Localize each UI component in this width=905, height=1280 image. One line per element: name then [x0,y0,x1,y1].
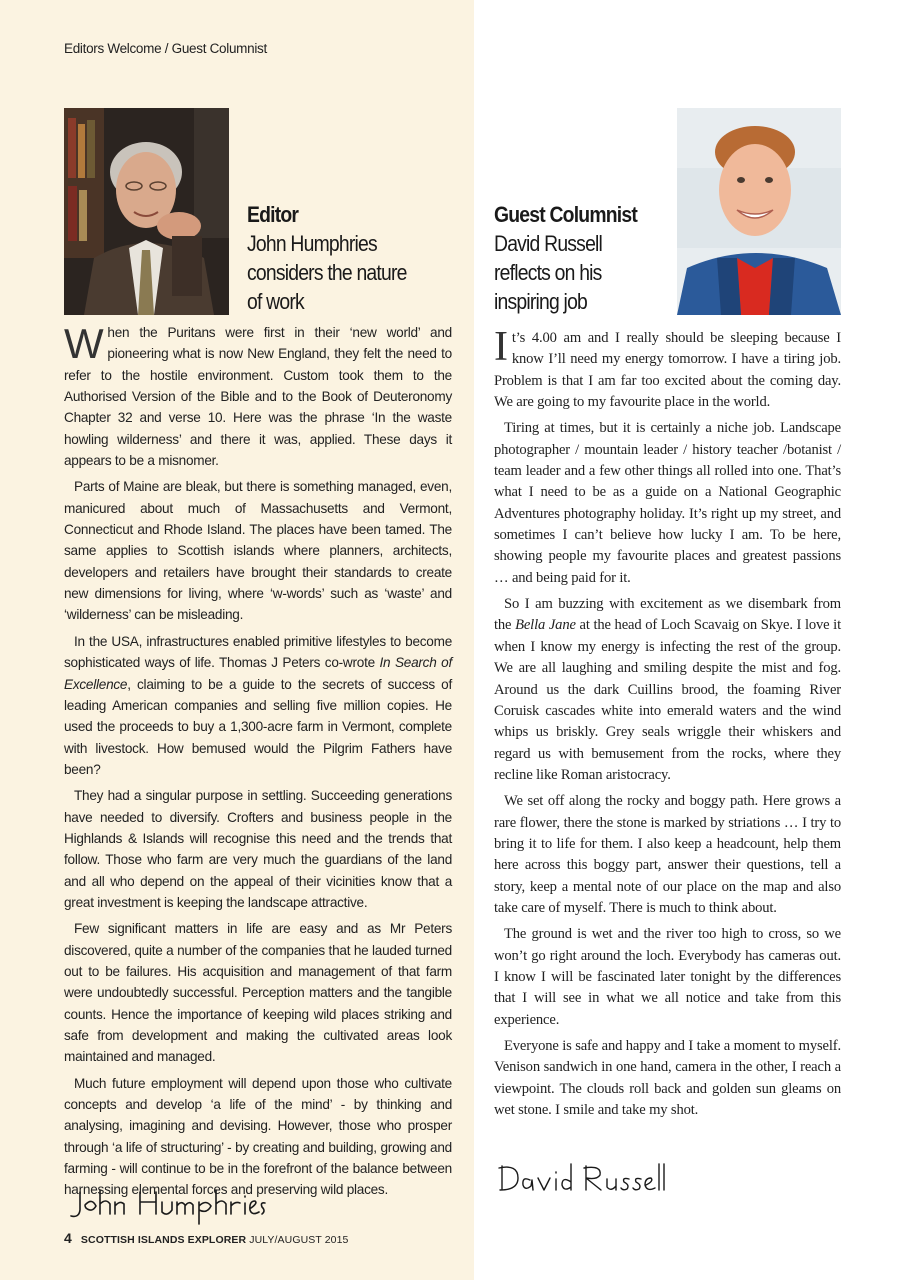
boat-name: Bella Jane [515,617,576,634]
guest-heading-line: David Russell [494,231,603,256]
guest-paragraph: It’s 4.00 am and I really should be sleeping because I know I’ll need my energy tomorrow. I have a tiring job. Problem is that I am far too excited about the coming day. We are going to my favourite place in the world. [494,324,841,411]
editor-paragraph: When the Puritans were first in their ‘new world’ and pioneering what is now New England, they felt the need to refer to the hostile environment. Custom took them to the Authorised Version of the Bible and to the Book of Deuteronomy Chapter 32 and verse 10. Here was the phrase ‘In the waste howling wilderness’ and there it was, applied. These days it appears to be a misnomer. [64,320,452,469]
guest-paragraph: Tiring at times, but it is certainly a niche job. Landscape photographer / mountain leader / history teacher /botanist / team leader and a few other things all rolled into one. That’s what I need to be as a guide on a National Geographic Adventures photography holiday. It’s right up my street, and sometimes I can’t believe how lucky I am. To be here, showing people my favourite places and greatest passions … and being paid for it. [494,420,841,586]
editor-paragraph: Parts of Maine are bleak, but there is something managed, even, manicured about much of Massachusetts and Vermont, Connecticut and Rhode Island. The places have been tamed. The same applies to Scottish islands where planners, architects, developers and retailers have brought their standards to create new dimensions for living, where ‘w-words’ such as ‘waste’ and ‘wilderness’ can be misleading. [64,479,452,623]
guest-dropcap: I [494,324,508,370]
editor-signature [66,1186,266,1226]
guest-heading-line: inspiring job [494,289,588,314]
magazine-name: SCOTTISH ISLANDS EXPLORER [80,1234,247,1246]
guest-columnist-photo [677,108,841,315]
editor-article [64,322,452,1206]
guest-portrait-image [677,108,841,315]
page-footer [64,1230,348,1246]
editor-paragraph: In the USA, infrastructures enabled primitive lifestyles to become sophisticated ways of life. Thomas J Peters co-wrote In Search of Excellence, claiming to be a guide to the secrets of success of leading American companies and selling five million copies. He used the proceeds to buy a 1,300-acre farm in Vermont, complete with livestock. How bemused would the Pilgrim Fathers have been? [64,633,452,777]
section-label: Editors Welcome / Guest Columnist [64,41,267,56]
editor-paragraph: Much future employment will depend upon those who cultivate concepts and develop ‘a life of the mind’ - by thinking and analysing, imagining and devising. However, those who prosper through ‘a life of structuring’ - by creating and building, growing and farming - will continue to be in the forefront of the balance between harnessing elemental forces and preserving wild places. [64,1075,452,1198]
editor-heading-line: John Humphries [247,231,377,256]
guest-signature-image [496,1160,666,1200]
editor-paragraph: Few significant matters in life are easy and as Mr Peters discovered, quite a number of the companies that he lauded turned out to be failures. His acquisition and management of that farm were undoubtedly successful. Perception matters and the tangible counts. Hence the importance of keeping wild places striking and safe from development and making the cultivated areas look maintained and managed. [64,921,452,1065]
issue-date: JULY/AUGUST 2015 [249,1234,349,1246]
guest-paragraph: We set off along the rocky and boggy path. Here grows a rare flower, there the stone is marked by striations … I try to bring it to life for them. I also keep a headcount, help them here across this boggy part, answer their questions, tell a story, keep a mental note of our place on the map and also take care of myself. There is much to think about. [494,793,841,916]
editor-portrait-image [64,108,229,315]
editor-role: Editor [247,202,299,227]
guest-article [494,324,841,1126]
guest-heading-line: reflects on his [494,260,602,285]
guest-signature [496,1160,666,1200]
guest-paragraph: So I am buzzing with excitement as we disembark from the Bella Jane at the head of Loch Scavaig on Skye. I love it when I know my energy is infecting the rest of the group. We are all laughing and smiling despite the mist and fog. Around us the dark Cuillins brood, the foaming River Coruisk cascades white into emerald waters and the wind whips us briskly. Grey seals wriggle their whiskers and regard us with bemusement from the rocks, where they recline like Roman aristocracy. [494,596,841,783]
guest-heading [494,200,688,316]
editor-paragraph: They had a singular purpose in settling. Succeeding generations have needed to diversify. Crofters and business people in the Highlands & Islands will recognise this need and the trends that follow. Those who farm are very much the guardians of the land and all who depend on the appeal of their vicinities know that a great investment is keeping the landscape attractive. [64,788,452,910]
book-title: In Search of Excellence [64,655,452,692]
editor-heading-line: of work [247,289,304,314]
editor-dropcap: W [64,320,104,367]
guest-role: Guest Columnist [494,202,638,227]
page-number: 4 [64,1230,72,1246]
editor-photo [64,108,229,315]
editor-heading [247,200,449,316]
editor-heading-line: considers the nature [247,260,407,285]
editor-signature-image [66,1186,266,1226]
guest-paragraph: Everyone is safe and happy and I take a moment to myself. Venison sandwich in one hand, camera in the other, I reach a viewpoint. The clouds roll back and golden sun gleams on wet stone. I smile and take my shot. [494,1038,841,1119]
guest-paragraph: The ground is wet and the river too high to cross, so we won’t go right around the loch. Everybody has cameras out. I know I will be fascinated later tonight by the differences that I will see in what we all notice and take from this experience. [494,926,841,1028]
